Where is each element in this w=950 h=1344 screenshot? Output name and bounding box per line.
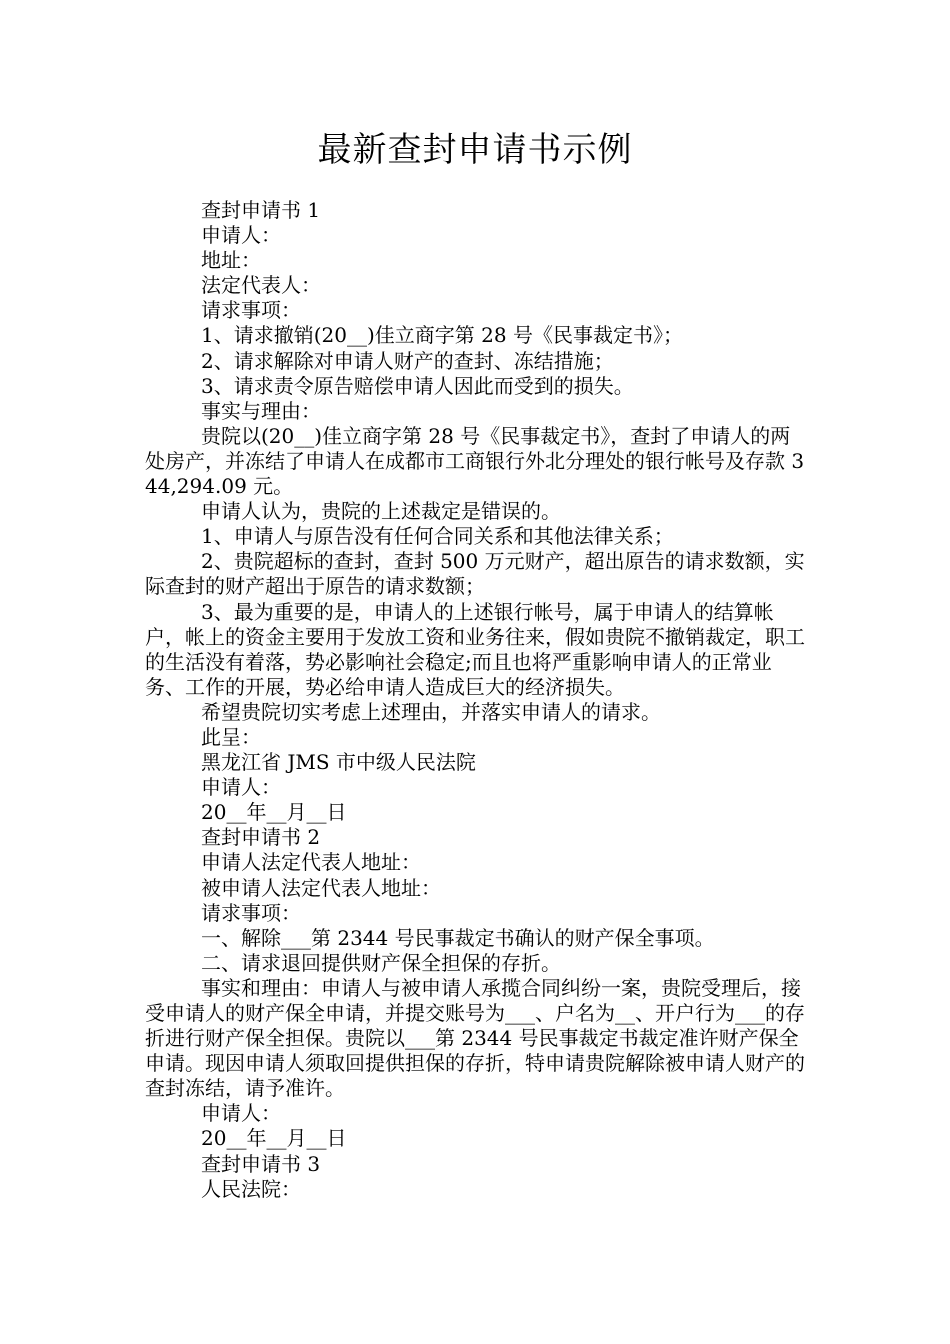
court-name: 黑龙江省 JMS 市中级人民法院 xyxy=(201,750,476,775)
salutation: 此呈： xyxy=(201,724,261,749)
date-line: 20__年__月__日 xyxy=(201,1126,347,1151)
legal-representative-label: 法定代表人： xyxy=(201,273,321,298)
facts-reasons-heading: 事实与理由： xyxy=(201,398,321,423)
request-items-heading: 请求事项： xyxy=(201,298,301,323)
body-paragraph: 事实和理由：申请人与被申请人承揽合同纠纷一案，贵院受理后，接受申请人的财产保全申请，并提交账号为___、户名为__、开户行为___的存折进行财产保全担保。贵院以___第 2344 号民事裁定书裁定准许财产保全申请。现因申请人须取回提供担保的存折，特申请贵院解除被申请人财产的查封冻结，请予准许。 xyxy=(145,975,805,1101)
section-heading-1: 查封申请书 1 xyxy=(201,198,321,222)
request-item: 1、请求撤销(20__)佳立商字第 28 号《民事裁定书》； xyxy=(201,323,683,348)
applicant-label: 申请人： xyxy=(201,223,281,248)
applicant-signature-label: 申请人： xyxy=(201,775,281,800)
document-title: 最新查封申请书示例 xyxy=(317,130,633,170)
body-paragraph: 申请人认为，贵院的上述裁定是错误的。 xyxy=(201,499,561,524)
court-address-label: 人民法院： xyxy=(201,1176,301,1201)
request-item: 二、请求退回提供财产保全担保的存折。 xyxy=(201,950,561,975)
respondent-info-label: 被申请人法定代表人地址： xyxy=(201,875,441,900)
date-line: 20__年__月__日 xyxy=(201,800,347,825)
request-items-heading: 请求事项： xyxy=(201,900,301,925)
body-paragraph: 1、申请人与原告没有任何合同关系和其他法律关系； xyxy=(201,524,674,549)
address-label: 地址： xyxy=(201,248,261,273)
body-paragraph: 贵院以(20__)佳立商字第 28 号《民事裁定书》，查封了申请人的两处房产，并冻结了申请人在成都市工商银行外北分理处的银行帐号及存款 344,294.09 元。 xyxy=(145,423,805,499)
request-item: 3、请求责令原告赔偿申请人因此而受到的损失。 xyxy=(201,373,634,398)
body-paragraph: 2、贵院超标的查封，查封 500 万元财产，超出原告的请求数额，实际查封的财产超出于原告的请求数额； xyxy=(145,549,805,599)
body-paragraph: 3、最为重要的是，申请人的上述银行帐号，属于申请人的结算帐户，帐上的资金主要用于发放工资和业务往来，假如贵院不撤销裁定，职工的生活没有着落，势必影响社会稳定;而且也将严重影响申请人的正常业务、工作的开展，势必给申请人造成巨大的经济损失。 xyxy=(145,599,805,699)
applicant-signature-label: 申请人： xyxy=(201,1101,281,1126)
request-item: 一、解除___第 2344 号民事裁定书确认的财产保全事项。 xyxy=(201,925,715,950)
section-heading-3: 查封申请书 3 xyxy=(201,1151,321,1176)
request-item: 2、请求解除对申请人财产的查封、冻结措施； xyxy=(201,348,614,373)
section-heading-2: 查封申请书 2 xyxy=(201,825,321,850)
document-body xyxy=(145,198,807,1202)
applicant-info-label: 申请人法定代表人地址： xyxy=(201,850,421,875)
body-paragraph: 希望贵院切实考虑上述理由，并落实申请人的请求。 xyxy=(201,699,661,724)
